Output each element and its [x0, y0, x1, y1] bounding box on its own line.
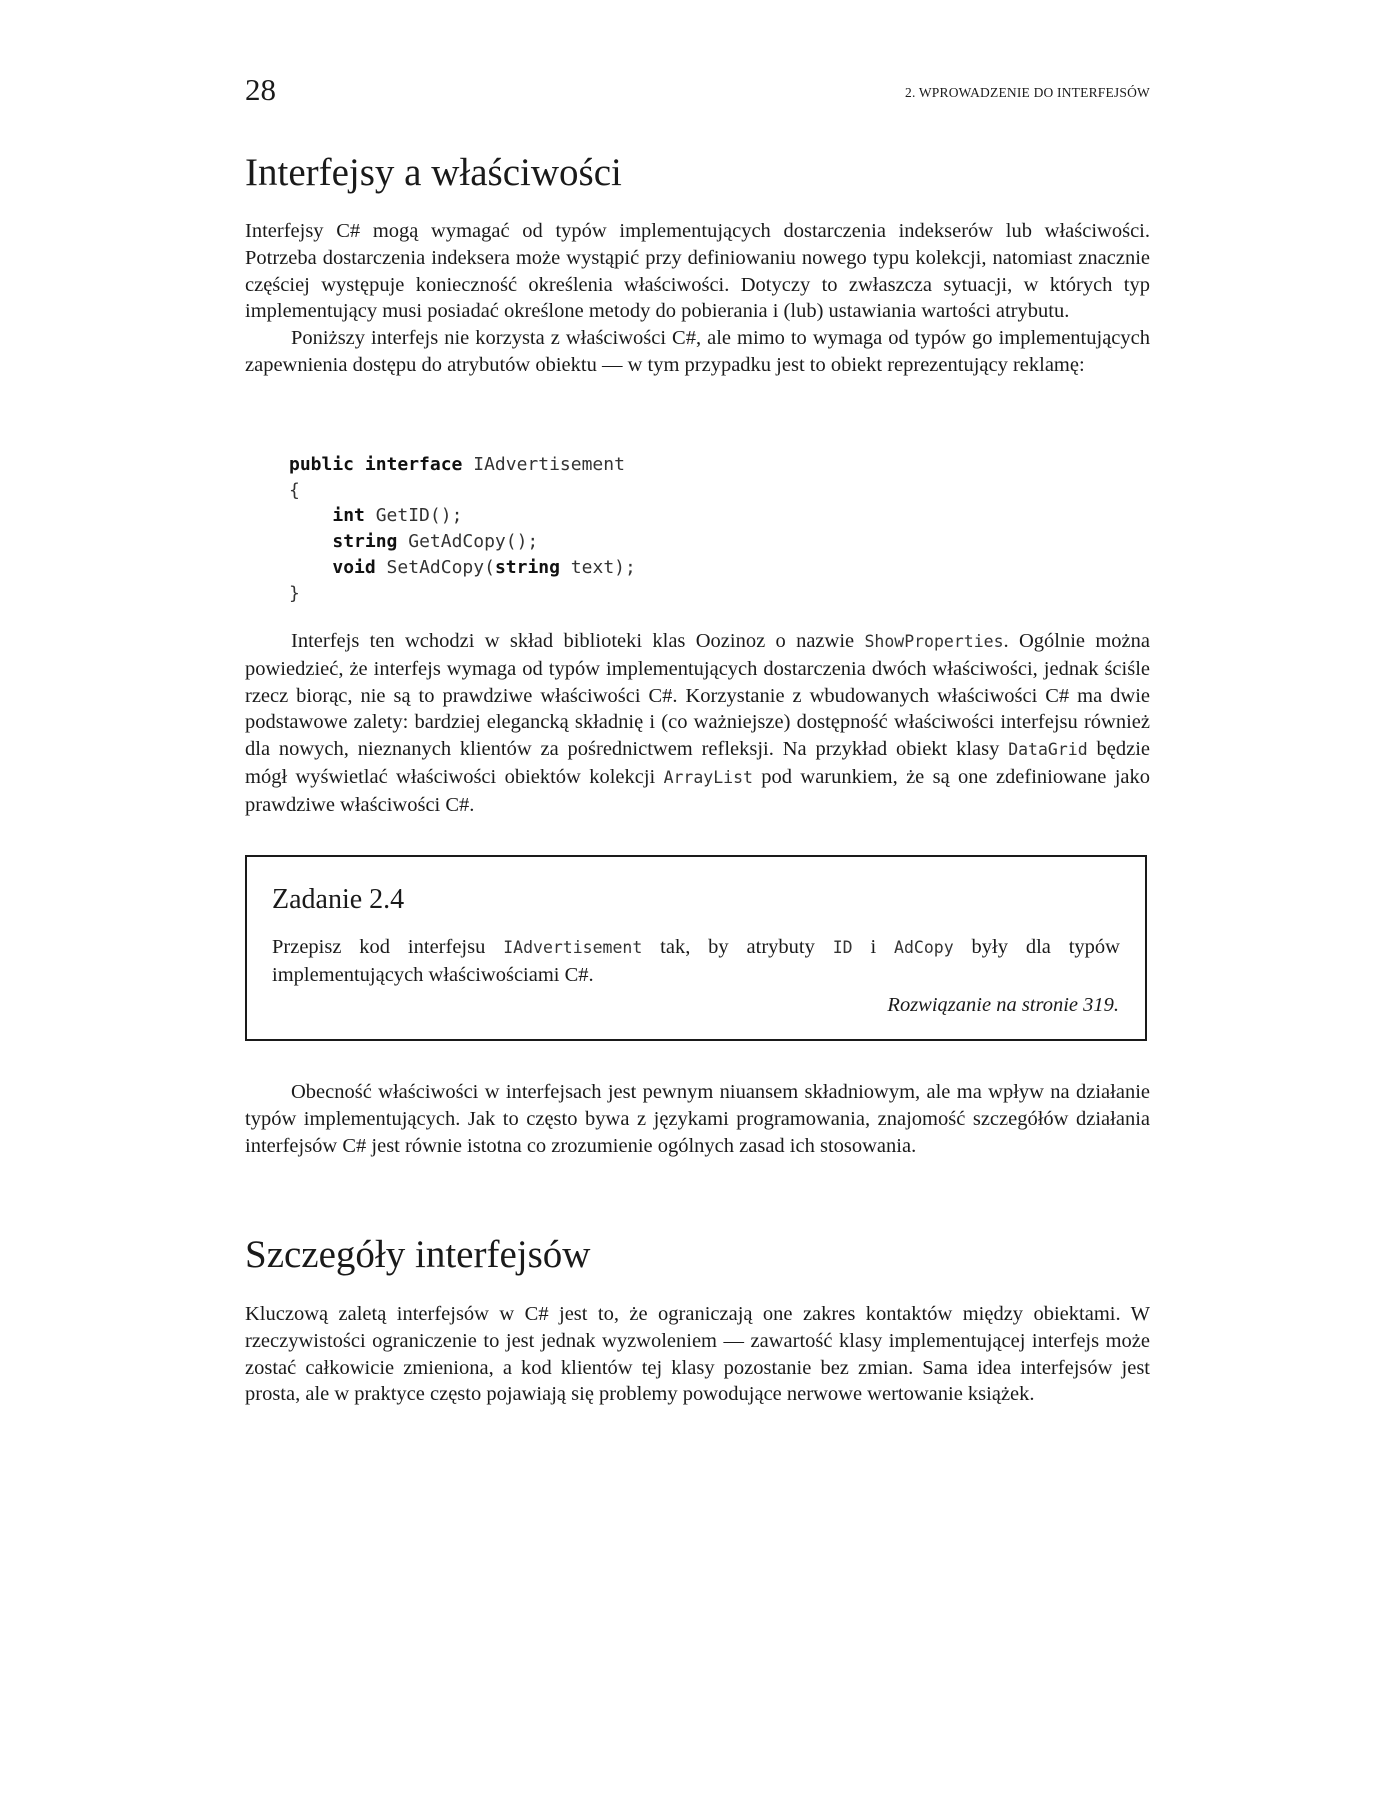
code-keyword: string — [494, 556, 560, 578]
text-run: będzie mógł wyświetlać właściwości obiektów kolekcji — [245, 738, 1150, 788]
page-number: 28 — [245, 72, 276, 107]
code-keyword: int — [332, 505, 365, 527]
text-run: pod warunkiem, że są one zdefiniowane jako prawdziwe właściwości C#. — [245, 765, 1150, 816]
paragraph: Interfejsy C# mogą wymagać od typów implementujących dostarczenia indekserów lub właściwości. Potrzeba dostarczenia indeksera może wystąpić przy definiowaniu nowego typu kolekcji, natomiast znacznie częściej występuje konieczność określenia właściwości. Dotyczy to zwłaszcza sytuacji, w których typ implementujący musi posiadać określone metody do pobierania i (lub) ustawiania wartości atrybutu. — [245, 220, 1150, 323]
text-run: Interfejs ten wchodzi w skład biblioteki klas Oozinoz o nazwie — [291, 630, 865, 652]
inline-code: ShowProperties — [864, 632, 1004, 651]
paragraph: Kluczową zaletą interfejsów w C# jest to, że ograniczają one zakres kontaktów między obiektami. W rzeczywistości ograniczenie to jest jednak wyzwoleniem — zawartość klasy implementującej interfejs może zostać całkowicie zmieniona, a kod klientów tej klasy pozostanie bez zmian. Sama idea interfejsów jest prosta, ale w praktyce często pojawiają się problemy powodujące nerwowe wertowanie książek. — [245, 1303, 1150, 1406]
inline-code: DataGrid — [1008, 740, 1088, 760]
paragraph — [245, 628, 1150, 819]
code-keyword: public interface — [289, 454, 463, 475]
text-run: Przepisz kod interfejsu — [272, 936, 504, 958]
paragraph: Poniższy interfejs nie korzysta z właściwości C#, ale mimo to wymaga od typów go implementujących zapewnienia dostępu do atrybutów obiektu — w tym przypadku jest to obiekt reprezentujący reklamę: — [245, 327, 1150, 376]
text-run: i — [852, 936, 895, 958]
exercise-text — [272, 934, 1120, 989]
code-text: SetAdCopy( — [375, 556, 495, 578]
code-keyword: void — [332, 556, 376, 578]
after-exercise-text — [245, 1079, 1150, 1159]
text-run: tak, by atrybuty — [642, 936, 833, 958]
inline-code: ArrayList — [663, 767, 753, 787]
inline-code: IAdvertisement — [503, 938, 643, 957]
inline-code: AdCopy — [894, 938, 954, 957]
code-listing-iadvertisement — [289, 452, 636, 606]
section-title-interfaces-properties: Interfejsy a właściwości — [245, 151, 622, 194]
code-text: GetAdCopy(); — [397, 531, 539, 553]
text-run: . Ogólnie można powiedzieć, że interfejs wymaga od typów implementujących dostarczenia dwóch właściwości, jednak ściśle rzecz biorąc, nie są to prawdziwe właściwości C#. Korzystanie z wbudowanych właściwości C# ma dwie podstawowe zalety: bardziej elegancką składnię i (co ważniejsze) dostępność właściwości interfejsu również dla nowych, nieznanych klientów za pośrednictwem refleksji. Na przykład obiekt klasy — [245, 630, 1150, 761]
section-1-body — [245, 628, 1150, 819]
section-1-intro — [245, 218, 1150, 379]
exercise-box — [245, 855, 1147, 1041]
chapter-title: 2. WPROWADZENIE DO INTERFEJSÓW — [905, 85, 1150, 100]
code-text: text); — [559, 556, 636, 578]
code-keyword: string — [332, 531, 398, 553]
running-header — [245, 70, 1150, 110]
paragraph: Obecność właściwości w interfejsach jest pewnym niuansem składniowym, ale ma wpływ na działanie typów implementujących. Jak to często bywa z językami programowania, znajomość szczegółów działania interfejsów C# jest równie istotna co zrozumienie ogólnych zasad ich stosowania. — [245, 1081, 1150, 1157]
inline-code: ID — [832, 938, 853, 957]
code-brace: } — [289, 582, 300, 604]
text-run: były dla typów implementujących właściwościami C#. — [272, 936, 1120, 986]
code-brace: { — [289, 479, 300, 501]
code-identifier: IAdvertisement — [462, 454, 625, 475]
exercise-title: Zadanie 2.4 — [272, 884, 405, 915]
solution-reference: Rozwiązanie na stronie 319. — [887, 994, 1119, 1016]
section-title-interface-details: Szczegóły interfejsów — [245, 1233, 591, 1276]
section-2-body — [245, 1301, 1150, 1408]
code-text: GetID(); — [364, 505, 463, 527]
